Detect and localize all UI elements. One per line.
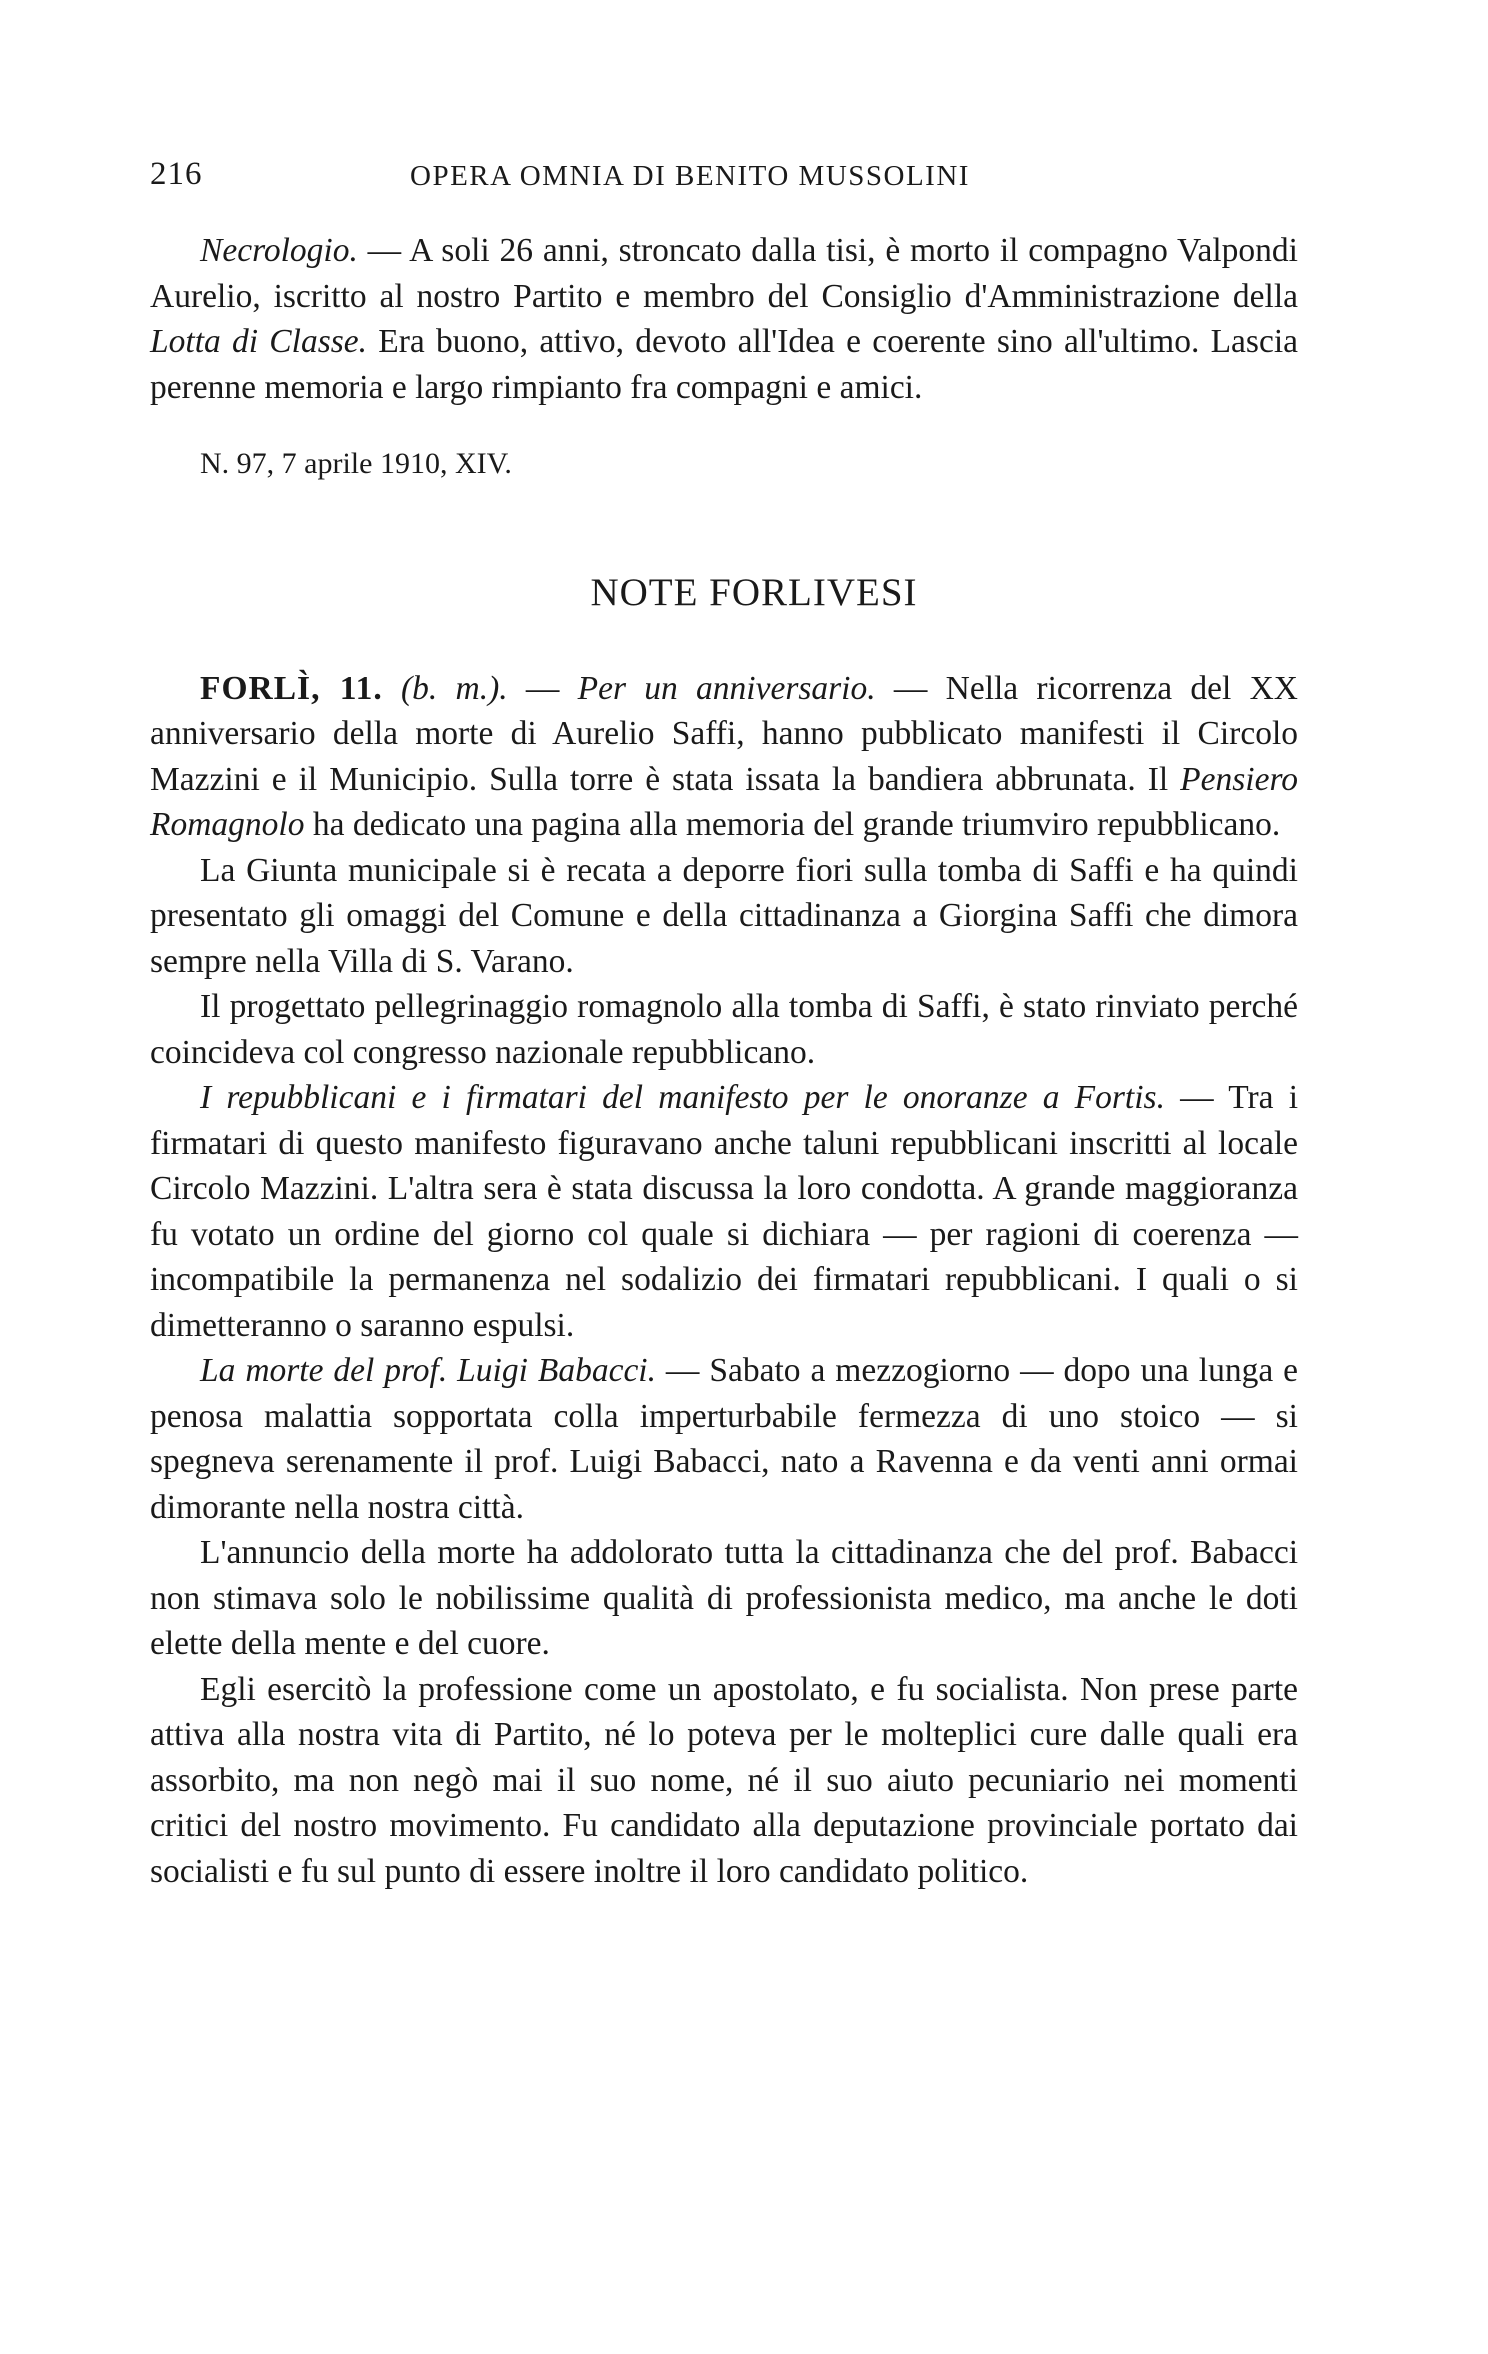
source-citation: N. 97, 7 aprile 1910, XIV. [200,447,512,480]
dateline: FORLÌ, 11. [200,669,383,707]
running-head [150,150,1298,200]
anniversario-paragraph [150,666,1298,848]
repubblicani-text: — Tra i firmatari di questo manifesto figuravano anche taluni repubblicani inscritti al locale Circolo Mazzini. L'altra sera è stata discussa la loro condotta. A grande maggioranza fu votato un ordine del giorno col quale si dichiara — per ragioni di coerenza — incompatibile la permanenza nel sodalizio dei firmatari repubblicani. I quali o si dimetteranno o saranno espulsi. [150,1079,1299,1344]
babacci-heading: La morte del prof. Luigi Babacci. [200,1352,656,1389]
necrologio-text-b: Era buono, attivo, devoto all'Idea e coerente sino all'ultimo. Lascia perenne memoria e largo rimpianto fra compagni e amici. [150,323,1298,406]
dash: — [507,669,578,707]
newspaper-title: Pensiero Romagnolo [150,760,1298,843]
necrologio-heading: Necrologio. [200,232,358,269]
book-page [150,150,1298,1894]
necrologio-text-a: — A soli 26 anni, stroncato dalla tisi, è morto il compagno Valpondi Aurelio, iscritto al nostro Partito e membro del Consiglio d'Amministrazione della [150,232,1298,315]
giunta-paragraph: La Giunta municipale si è recata a deporre fiori sulla tomba di Saffi e ha quindi presentato gli omaggi del Comune e della cittadinanza a Giorgina Saffi che dimora sempre nella Villa di S. Varano. [150,851,1298,980]
section-title: NOTE FORLIVESI [590,571,918,614]
professione-paragraph: Egli esercitò la professione come un apostolato, e fu socialista. Non prese parte attiva alla nostra vita di Partito, né lo poteva per le molteplici cure dalle quali era assorbito, ma non negò mai il suo nome, né il suo aiuto pecuniario nei momenti critici del nostro movimento. Fu candidato alla deputazione provinciale portato dai socialisti e fu sul punto di essere inoltre il loro candidato politico. [150,1670,1298,1890]
pellegrinaggio-paragraph: Il progettato pellegrinaggio romagnolo alla tomba di Saffi, è stato rinviato perché coincideva col congresso nazionale repubblicano. [150,988,1298,1071]
babacci-text: — Sabato a mezzogiorno — dopo una lunga e penosa malattia sopportata colla imperturbabile fermezza di uno stoico — si spegneva serenamente il prof. Luigi Babacci, nato a Ravenna e da venti anni ormai dimorante nella nostra città. [150,1352,1298,1526]
anniversario-heading: Per un anniversario. [577,669,876,707]
anniversario-text-a: — Nella ricorrenza del XX anniversario della morte di Aurelio Saffi, hanno pubblicato manifesti il Circolo Mazzini e il Municipio. Sulla torre è stata issata la bandiera abbrunata. Il [150,669,1298,798]
repubblicani-paragraph [150,1075,1298,1348]
repubblicani-heading: I repubblicani e i firmatari del manifesto per le onoranze a Fortis. [200,1079,1165,1116]
necrologio-paragraph [150,228,1298,410]
anniversario-text-b: ha dedicato una pagina alla memoria del grande triumviro repubblicano. [304,806,1281,843]
page-number: 216 [150,156,203,192]
author-initials: (b. m.). [382,669,508,707]
journal-title: Lotta di Classe. [150,323,368,360]
running-title: OPERA OMNIA DI BENITO MUSSOLINI [410,160,970,192]
babacci-paragraph [150,1348,1298,1530]
annuncio-paragraph: L'annuncio della morte ha addolorato tutta la cittadinanza che del prof. Babacci non stimava solo le nobilissime qualità di professionista medico, ma anche le doti elette della mente e del cuore. [150,1534,1298,1662]
